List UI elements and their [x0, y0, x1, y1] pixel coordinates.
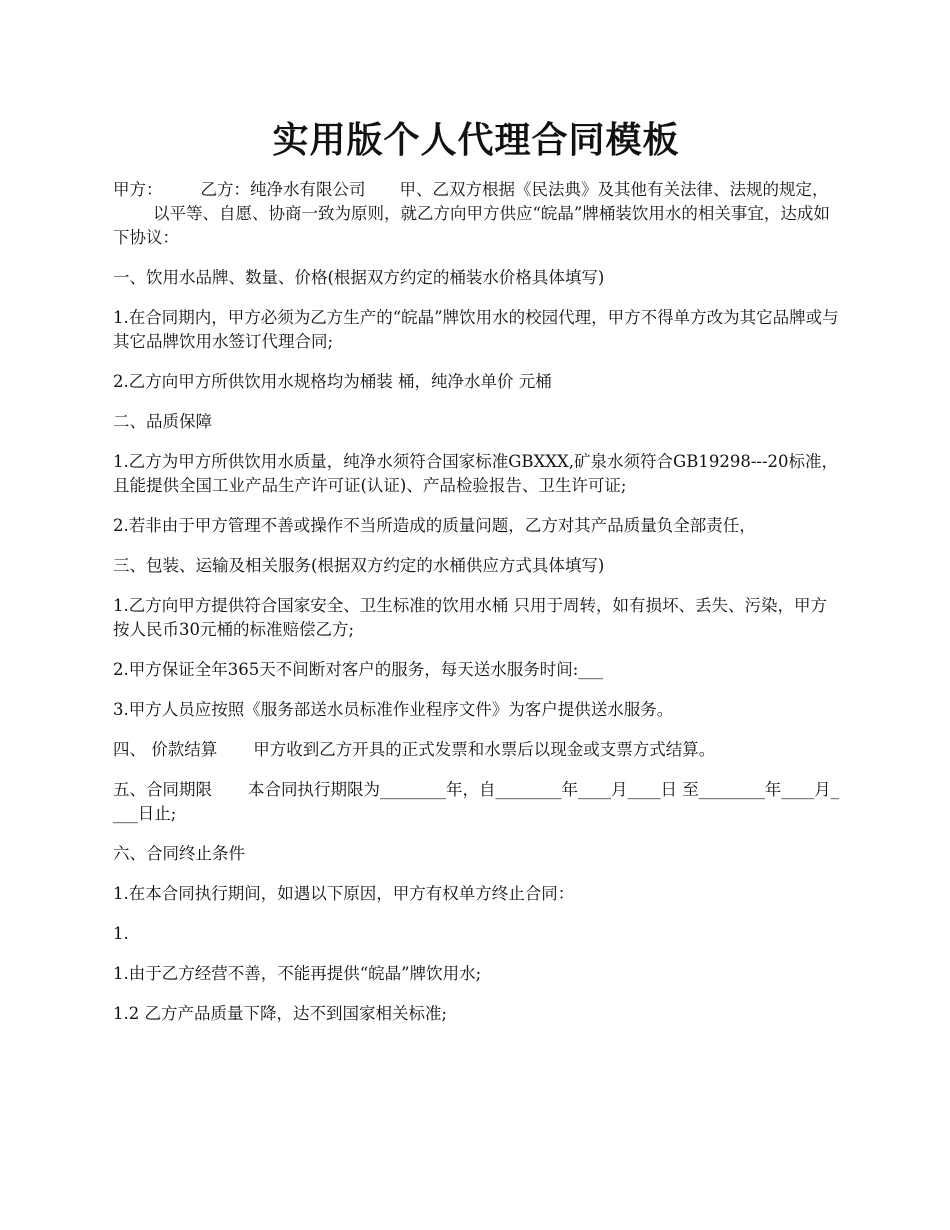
- paragraph: 1.乙方向甲方提供符合国家安全、卫生标准的饮用水桶 只用于周转，如有损坏、丢失、污染，甲方按人民币30元桶的标准赔偿乙方;: [113, 596, 827, 639]
- document-title: 实用版个人代理合同模板: [272, 119, 680, 161]
- section-5-paragraph: [113, 778, 839, 826]
- party-b-label: 乙方：纯净水有限公司: [200, 180, 366, 199]
- paragraph: 2.若非由于甲方管理不善或操作不当所造成的质量问题，乙方对其产品质量负全部责任，: [113, 516, 756, 535]
- section-5-text: 本合同执行期限为________年，自________年____月____日 至________年____月____日止;: [113, 780, 839, 823]
- paragraph: 1.在本合同执行期间，如遇以下原因，甲方有权单方终止合同：: [113, 884, 575, 903]
- paragraph: 二、品质保障: [113, 412, 212, 431]
- document-body: [113, 178, 839, 1042]
- paragraph: 六、合同终止条件: [113, 844, 245, 863]
- party-a-label: 甲方：: [113, 180, 163, 199]
- section-5-heading: 五、合同期限: [113, 780, 212, 799]
- intro-text-2: 以平等、自愿、协商一致为原则，就乙方向甲方供应“皖晶”牌桶装饮用水的相关事宜，达成如下协议：: [113, 204, 830, 247]
- paragraph: 三、包装、运输及相关服务(根据双方约定的水桶供应方式具体填写): [113, 556, 605, 575]
- paragraph: 1.乙方为甲方所供饮用水质量，纯净水须符合国家标准GBXXX,矿泉水须符合GB19298---20标准，且能提供全国工业产品生产许可证(认证)、产品检验报告、卫生许可证;: [113, 452, 839, 495]
- paragraph: 1.: [113, 924, 129, 943]
- paragraph: 1.由于乙方经营不善，不能再提供“皖晶”牌饮用水;: [113, 964, 482, 983]
- section-4-paragraph: [113, 738, 839, 762]
- paragraph: 1.在合同期内，甲方必须为乙方生产的“皖晶”牌饮用水的校园代理，甲方不得单方改为其它品牌或与其它品牌饮用水签订代理合同;: [113, 308, 839, 351]
- intro-text-1: 甲、乙双方根据《民法典》及其他有关法律、法规的规定，: [399, 180, 829, 199]
- paragraph: 2.乙方向甲方所供饮用水规格均为桶装 桶，纯净水单价 元桶: [113, 372, 552, 391]
- paragraph: 一、饮用水品牌、数量、价格(根据双方约定的桶装水价格具体填写): [113, 268, 605, 287]
- intro-paragraph: [113, 178, 839, 250]
- section-4-text: 甲方收到乙方开具的正式发票和水票后以现金或支票方式结算。: [253, 740, 716, 759]
- paragraph: 3.甲方人员应按照《服务部送水员标准作业程序文件》为客户提供送水服务。: [113, 700, 674, 719]
- paragraph: 2.甲方保证全年365天不间断对客户的服务，每天送水服务时间:___: [113, 660, 604, 679]
- section-4-heading: 四、 价款结算: [113, 740, 218, 759]
- paragraph: 1.2 乙方产品质量下降，达不到国家相关标准;: [113, 1004, 448, 1023]
